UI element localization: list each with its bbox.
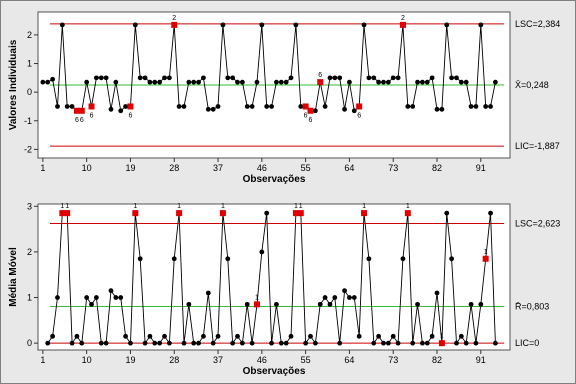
individuals-data-point bbox=[50, 77, 55, 82]
individuals-data-point bbox=[157, 80, 162, 85]
moving-range-flag-label: 1 bbox=[298, 203, 303, 211]
moving-range-plot-area bbox=[38, 204, 510, 350]
individuals-xtick-label: 82 bbox=[432, 163, 443, 173]
moving-range-data-point bbox=[342, 288, 347, 293]
individuals-data-point bbox=[493, 80, 498, 85]
moving-range-flag-label: 1 bbox=[60, 203, 65, 211]
moving-range-xtick-label: 55 bbox=[300, 355, 311, 365]
individuals-ucl-label: LSC=2,384 bbox=[515, 18, 561, 29]
individuals-data-point bbox=[99, 75, 104, 80]
moving-range-data-point bbox=[391, 334, 396, 339]
moving-range-lcl-label: LIC=0 bbox=[515, 338, 540, 349]
moving-range-data-point bbox=[274, 302, 279, 307]
moving-range-data-point bbox=[328, 302, 333, 307]
individuals-data-point bbox=[449, 75, 454, 80]
individuals-data-point bbox=[435, 107, 440, 112]
moving-range-data-point bbox=[337, 341, 342, 346]
individuals-data-point bbox=[459, 80, 464, 85]
individuals-xtick-label: 37 bbox=[213, 163, 224, 173]
moving-range-data-point bbox=[313, 341, 318, 346]
individuals-data-point bbox=[376, 80, 381, 85]
individuals-data-point bbox=[148, 80, 153, 85]
moving-range-data-point bbox=[172, 256, 177, 261]
moving-range-data-point bbox=[386, 341, 391, 346]
individuals-data-point bbox=[469, 104, 474, 109]
individuals-lcl-label: LIC=-1,887 bbox=[515, 141, 560, 152]
moving-range-data-point bbox=[493, 341, 498, 346]
individuals-data-point bbox=[444, 22, 449, 27]
moving-range-data-point bbox=[206, 291, 211, 296]
individuals-data-point bbox=[274, 80, 279, 85]
moving-range-data-point bbox=[269, 341, 274, 346]
individuals-flag-label: 6 bbox=[318, 72, 323, 80]
individuals-flagged-point bbox=[356, 103, 362, 109]
moving-range-data-point bbox=[50, 334, 55, 339]
individuals-data-point bbox=[293, 22, 298, 27]
individuals-data-point bbox=[123, 104, 128, 109]
individuals-data-point bbox=[386, 80, 391, 85]
individuals-data-point bbox=[415, 80, 420, 85]
moving-range-data-point bbox=[230, 341, 235, 346]
moving-range-data-point bbox=[308, 334, 313, 339]
individuals-data-point bbox=[430, 75, 435, 80]
moving-range-data-point bbox=[143, 341, 148, 346]
individuals-flag-label: 6 bbox=[303, 112, 308, 120]
individuals-xtick-label: 46 bbox=[256, 163, 267, 173]
individuals-y-axis-label: Valores Individuais bbox=[8, 39, 19, 131]
moving-range-data-point bbox=[284, 341, 289, 346]
individuals-xtick-label: 91 bbox=[475, 163, 486, 173]
individuals-data-point bbox=[113, 80, 118, 85]
moving-range-data-point bbox=[201, 334, 206, 339]
individuals-data-point bbox=[410, 104, 415, 109]
moving-range-data-point bbox=[113, 295, 118, 300]
moving-range-data-point bbox=[245, 302, 250, 307]
individuals-data-point bbox=[439, 107, 444, 112]
moving-range-data-point bbox=[123, 334, 128, 339]
moving-range-data-point bbox=[332, 295, 337, 300]
individuals-data-point bbox=[488, 104, 493, 109]
moving-range-flagged-point bbox=[405, 210, 411, 216]
individuals-xtick-label: 19 bbox=[125, 163, 136, 173]
moving-range-data-point bbox=[182, 341, 187, 346]
individuals-data-point bbox=[206, 107, 211, 112]
individuals-flag-label: 2 bbox=[400, 14, 405, 22]
moving-range-data-point bbox=[425, 341, 430, 346]
individuals-data-point bbox=[60, 22, 65, 27]
moving-range-flag-label: 1 bbox=[177, 203, 182, 211]
individuals-data-point bbox=[211, 107, 216, 112]
individuals-data-point bbox=[118, 108, 123, 113]
individuals-data-point bbox=[478, 22, 483, 27]
individuals-data-point bbox=[337, 75, 342, 80]
moving-range-data-point bbox=[347, 295, 352, 300]
individuals-data-point bbox=[342, 107, 347, 112]
individuals-flagged-point bbox=[171, 22, 177, 28]
moving-range-data-point bbox=[250, 341, 255, 346]
moving-range-flagged-point bbox=[439, 340, 445, 346]
moving-range-data-point bbox=[381, 341, 386, 346]
individuals-xtick-label: 64 bbox=[344, 163, 355, 173]
individuals-data-point bbox=[177, 104, 182, 109]
individuals-data-point bbox=[323, 104, 328, 109]
moving-range-data-point bbox=[303, 341, 308, 346]
moving-range-xtick-label: 82 bbox=[432, 355, 443, 365]
moving-range-flagged-point bbox=[220, 210, 226, 216]
moving-range-data-point bbox=[240, 341, 245, 346]
individuals-data-point bbox=[55, 104, 60, 109]
moving-range-flag-label: 1 bbox=[405, 203, 410, 211]
moving-range-flag-label: 1 bbox=[133, 203, 138, 211]
moving-range-xtick-label: 19 bbox=[125, 355, 136, 365]
individuals-data-point bbox=[109, 107, 114, 112]
moving-range-data-point bbox=[318, 302, 323, 307]
individuals-data-point bbox=[40, 80, 45, 85]
moving-range-flagged-point bbox=[132, 210, 138, 216]
individuals-data-point bbox=[362, 22, 367, 27]
moving-range-data-point bbox=[449, 256, 454, 261]
individuals-xtick-label: 55 bbox=[300, 163, 311, 173]
individuals-xtick-label: 73 bbox=[388, 163, 399, 173]
moving-range-data-point bbox=[376, 334, 381, 339]
individuals-flagged-point bbox=[400, 22, 406, 28]
moving-range-ytick-label: 3 bbox=[26, 201, 32, 212]
individuals-data-point bbox=[65, 104, 70, 109]
moving-range-data-point bbox=[211, 341, 216, 346]
individuals-ytick-label: -2 bbox=[23, 144, 32, 155]
individuals-data-point bbox=[240, 80, 245, 85]
moving-range-x-axis-label: Observações bbox=[242, 366, 306, 377]
moving-range-data-point bbox=[118, 295, 123, 300]
moving-range-data-point bbox=[444, 211, 449, 216]
individuals-data-point bbox=[483, 104, 488, 109]
individuals-data-point bbox=[381, 80, 386, 85]
moving-range-data-point bbox=[104, 341, 109, 346]
moving-range-data-point bbox=[401, 256, 406, 261]
moving-range-xtick-label: 1 bbox=[40, 355, 46, 365]
individuals-flagged-point bbox=[89, 103, 95, 109]
moving-range-flag-label: 1 bbox=[220, 203, 225, 211]
individuals-data-point bbox=[328, 75, 333, 80]
moving-range-data-point bbox=[430, 334, 435, 339]
individuals-data-point bbox=[289, 75, 294, 80]
moving-range-flag-label: 1 bbox=[483, 248, 488, 256]
individuals-data-point bbox=[196, 80, 201, 85]
moving-range-flagged-point bbox=[176, 210, 182, 216]
moving-range-flagged-point bbox=[64, 210, 70, 216]
individuals-data-point bbox=[454, 75, 459, 80]
moving-range-xtick-label: 28 bbox=[169, 355, 180, 365]
moving-range-data-point bbox=[454, 341, 459, 346]
individuals-xtick-label: 1 bbox=[40, 163, 46, 173]
moving-range-data-point bbox=[474, 341, 479, 346]
individuals-data-point bbox=[464, 80, 469, 85]
moving-range-ytick-label: 2 bbox=[26, 246, 32, 257]
individuals-data-point bbox=[474, 104, 479, 109]
moving-range-data-point bbox=[79, 341, 84, 346]
individuals-data-point bbox=[264, 104, 269, 109]
moving-range-data-point bbox=[75, 334, 80, 339]
individuals-x-axis-label: Observações bbox=[242, 174, 306, 185]
individuals-data-point bbox=[230, 75, 235, 80]
moving-range-data-point bbox=[99, 341, 104, 346]
individuals-data-point bbox=[104, 75, 109, 80]
individuals-data-point bbox=[279, 80, 284, 85]
individuals-flag-label: 2 bbox=[172, 14, 177, 22]
individuals-data-point bbox=[162, 75, 167, 80]
individuals-data-point bbox=[186, 80, 191, 85]
moving-range-xtick-label: 46 bbox=[256, 355, 267, 365]
moving-range-ytick-label: 0 bbox=[26, 338, 32, 349]
moving-range-data-point bbox=[109, 288, 114, 293]
individuals-data-point bbox=[298, 104, 303, 109]
moving-range-data-point bbox=[459, 334, 464, 339]
moving-range-data-point bbox=[148, 334, 153, 339]
moving-range-data-point bbox=[366, 256, 371, 261]
moving-range-data-point bbox=[55, 295, 60, 300]
moving-range-data-point bbox=[323, 295, 328, 300]
individuals-flag-label: 6 bbox=[357, 112, 362, 120]
moving-range-data-point bbox=[89, 302, 94, 307]
individuals-ytick-label: 2 bbox=[26, 29, 32, 40]
individuals-center-label: X̄=0,248 bbox=[515, 80, 549, 91]
individuals-data-point bbox=[250, 104, 255, 109]
individuals-flagged-point bbox=[307, 108, 313, 114]
individuals-data-point bbox=[45, 80, 50, 85]
moving-range-flag-label: 1 bbox=[293, 203, 298, 211]
individuals-data-point bbox=[133, 22, 138, 27]
moving-range-flagged-point bbox=[483, 256, 489, 262]
moving-range-data-point bbox=[225, 256, 230, 261]
moving-range-xtick-label: 73 bbox=[388, 355, 399, 365]
moving-range-data-point bbox=[435, 291, 440, 296]
moving-range-flag-label: 1 bbox=[439, 333, 444, 341]
moving-range-data-point bbox=[216, 334, 221, 339]
individuals-data-point bbox=[405, 104, 410, 109]
individuals-data-point bbox=[259, 22, 264, 27]
moving-range-data-point bbox=[94, 295, 99, 300]
individuals-ytick-label: 1 bbox=[26, 58, 32, 69]
individuals-data-point bbox=[235, 80, 240, 85]
moving-range-data-point bbox=[157, 341, 162, 346]
moving-range-ytick-label: 1 bbox=[26, 292, 32, 303]
individuals-data-point bbox=[191, 80, 196, 85]
moving-range-data-point bbox=[138, 256, 143, 261]
moving-range-data-point bbox=[478, 302, 483, 307]
individuals-data-point bbox=[425, 80, 430, 85]
individuals-data-point bbox=[269, 104, 274, 109]
individuals-data-point bbox=[152, 80, 157, 85]
individuals-ytick-label: -1 bbox=[23, 115, 32, 126]
individuals-data-point bbox=[201, 75, 206, 80]
moving-range-flagged-point bbox=[298, 210, 304, 216]
individuals-data-point bbox=[313, 108, 318, 113]
individuals-xtick-label: 10 bbox=[81, 163, 92, 173]
individuals-flagged-point bbox=[317, 79, 323, 85]
moving-range-ucl-label: LSC=2,623 bbox=[515, 218, 561, 229]
individuals-data-point bbox=[347, 80, 352, 85]
moving-range-data-point bbox=[464, 341, 469, 346]
individuals-data-point bbox=[284, 80, 289, 85]
moving-range-flag-label: 1 bbox=[362, 203, 366, 211]
individuals-data-point bbox=[221, 22, 226, 27]
moving-range-data-point bbox=[162, 334, 167, 339]
moving-range-flagged-point bbox=[361, 210, 367, 216]
individuals-xtick-label: 28 bbox=[169, 163, 180, 173]
individuals-data-point bbox=[420, 80, 425, 85]
moving-range-data-point bbox=[279, 341, 284, 346]
individuals-data-point bbox=[182, 104, 187, 109]
moving-range-data-point bbox=[396, 341, 401, 346]
moving-range-data-point bbox=[415, 302, 420, 307]
moving-range-data-point bbox=[84, 295, 89, 300]
moving-range-xtick-label: 91 bbox=[475, 355, 486, 365]
moving-range-data-point bbox=[167, 341, 172, 346]
individuals-data-point bbox=[245, 104, 250, 109]
individuals-flag-label: 6 bbox=[128, 112, 133, 120]
individuals-data-point bbox=[225, 75, 230, 80]
individuals-data-point bbox=[396, 75, 401, 80]
moving-range-data-point bbox=[259, 250, 264, 255]
individuals-data-point bbox=[216, 104, 221, 109]
moving-range-data-point bbox=[235, 334, 240, 339]
individuals-flag-label: 6 bbox=[79, 116, 84, 124]
moving-range-data-point bbox=[469, 302, 474, 307]
individuals-data-point bbox=[143, 75, 148, 80]
moving-range-xtick-label: 64 bbox=[344, 355, 355, 365]
moving-range-data-point bbox=[410, 341, 415, 346]
moving-range-data-point bbox=[191, 341, 196, 346]
moving-range-data-point bbox=[264, 211, 269, 216]
individuals-data-point bbox=[84, 80, 89, 85]
moving-range-data-point bbox=[371, 341, 376, 346]
moving-range-data-point bbox=[488, 211, 493, 216]
individuals-data-point bbox=[70, 104, 75, 109]
individuals-flag-label: 6 bbox=[308, 116, 313, 124]
moving-range-xtick-label: 10 bbox=[81, 355, 92, 365]
moving-range-data-point bbox=[196, 341, 201, 346]
moving-range-flagged-point bbox=[254, 301, 260, 307]
moving-range-data-point bbox=[352, 295, 357, 300]
moving-range-center-label: R̄=0,803 bbox=[515, 301, 550, 312]
moving-range-data-point bbox=[186, 302, 191, 307]
individuals-data-point bbox=[366, 75, 371, 80]
moving-range-data-point bbox=[289, 334, 294, 339]
individuals-data-point bbox=[391, 75, 396, 80]
individuals-data-point bbox=[138, 75, 143, 80]
individuals-data-point bbox=[94, 75, 99, 80]
individuals-flag-label: 6 bbox=[89, 112, 94, 120]
individuals-data-point bbox=[255, 80, 260, 85]
moving-range-data-point bbox=[128, 341, 133, 346]
individuals-data-point bbox=[352, 108, 357, 113]
individuals-flag-label: 6 bbox=[74, 116, 79, 124]
individuals-flagged-point bbox=[79, 108, 85, 114]
individuals-ytick-label: 0 bbox=[26, 87, 32, 98]
moving-range-data-point bbox=[45, 341, 50, 346]
moving-range-flag-label: 1 bbox=[255, 294, 259, 302]
moving-range-data-point bbox=[357, 334, 362, 339]
moving-range-data-point bbox=[70, 341, 75, 346]
individuals-flagged-point bbox=[127, 103, 133, 109]
individuals-data-point bbox=[371, 75, 376, 80]
moving-range-data-point bbox=[152, 341, 157, 346]
individuals-data-point bbox=[167, 75, 172, 80]
moving-range-xtick-label: 37 bbox=[213, 355, 224, 365]
moving-range-data-point bbox=[420, 341, 425, 346]
moving-range-y-axis-label: Média Móvel bbox=[8, 247, 19, 307]
individuals-data-point bbox=[332, 75, 337, 80]
moving-range-flag-label: 1 bbox=[65, 203, 70, 211]
